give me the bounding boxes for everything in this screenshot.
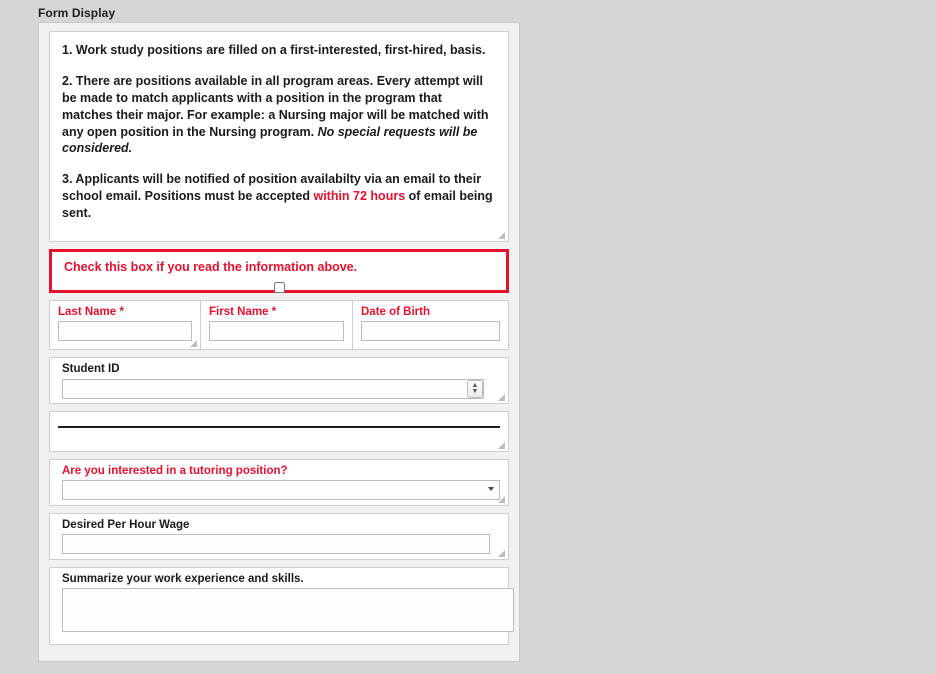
wage-label: Desired Per Hour Wage	[62, 519, 190, 531]
form-panel	[38, 22, 520, 662]
student-id-block	[49, 357, 509, 404]
tutoring-label: Are you interested in a tutoring position?	[62, 465, 288, 477]
divider-line	[58, 426, 500, 428]
acknowledgement-checkbox[interactable]	[274, 282, 285, 293]
tutoring-block	[49, 459, 509, 506]
divider-block	[49, 411, 509, 452]
resize-grip-icon	[498, 442, 506, 450]
page-title: Form Display	[38, 6, 116, 20]
acknowledgement-label: Check this box if you read the information above.	[64, 260, 358, 274]
student-id-field-wrap	[62, 379, 484, 399]
instruction-item-2-text: 2. There are positions available in all program areas. Every attempt will be made to match applicants with a position in the program that matches their major. For example: a Nursing major will be matched with any open position in the Nursing program.	[62, 73, 489, 139]
instructions-block	[49, 31, 509, 242]
tutoring-select-wrap	[62, 480, 500, 500]
summary-textarea[interactable]	[62, 588, 514, 632]
student-id-label: Student ID	[62, 363, 120, 375]
resize-grip-icon	[498, 232, 506, 240]
first-name-input[interactable]	[209, 321, 344, 341]
date-of-birth-input[interactable]	[361, 321, 500, 341]
last-name-input[interactable]	[58, 321, 192, 341]
last-name-cell	[49, 300, 201, 350]
last-name-label: Last Name *	[58, 306, 124, 318]
summary-label: Summarize your work experience and skills.	[62, 573, 304, 585]
instruction-item-3	[62, 171, 496, 222]
resize-grip-icon	[498, 394, 506, 402]
acknowledgement-block	[49, 249, 509, 293]
date-of-birth-cell	[353, 300, 509, 350]
acknowledgement-checkbox-row	[52, 279, 506, 297]
instruction-item-3-text: 3. Applicants will be notified of position availabilty via an email to their school email. Positions must be accepted	[62, 172, 482, 204]
instruction-item-1: 1. Work study positions are filled on a first-interested, first-hired, basis.	[62, 43, 486, 57]
instruction-item-3-highlight: within 72 hours	[313, 189, 406, 204]
name-row	[49, 300, 509, 350]
resize-grip-icon	[190, 340, 198, 348]
instruction-item-2-emphasis: No special requests will be considered.	[62, 124, 478, 156]
tutoring-select[interactable]	[62, 480, 500, 500]
first-name-cell	[201, 300, 353, 350]
student-id-input[interactable]	[62, 379, 484, 399]
number-stepper-icon[interactable]	[467, 380, 483, 398]
instruction-item-2	[62, 73, 496, 157]
instruction-item-3-tail: of email being sent.	[62, 189, 493, 220]
stepper-down-icon[interactable]: ▼	[471, 388, 479, 395]
date-of-birth-label: Date of Birth	[361, 306, 430, 318]
stepper-up-icon[interactable]: ▲	[471, 382, 479, 389]
wage-block	[49, 513, 509, 560]
first-name-label: First Name *	[209, 306, 277, 318]
summary-block	[49, 567, 509, 645]
wage-input[interactable]	[62, 534, 490, 554]
resize-grip-icon	[498, 550, 506, 558]
